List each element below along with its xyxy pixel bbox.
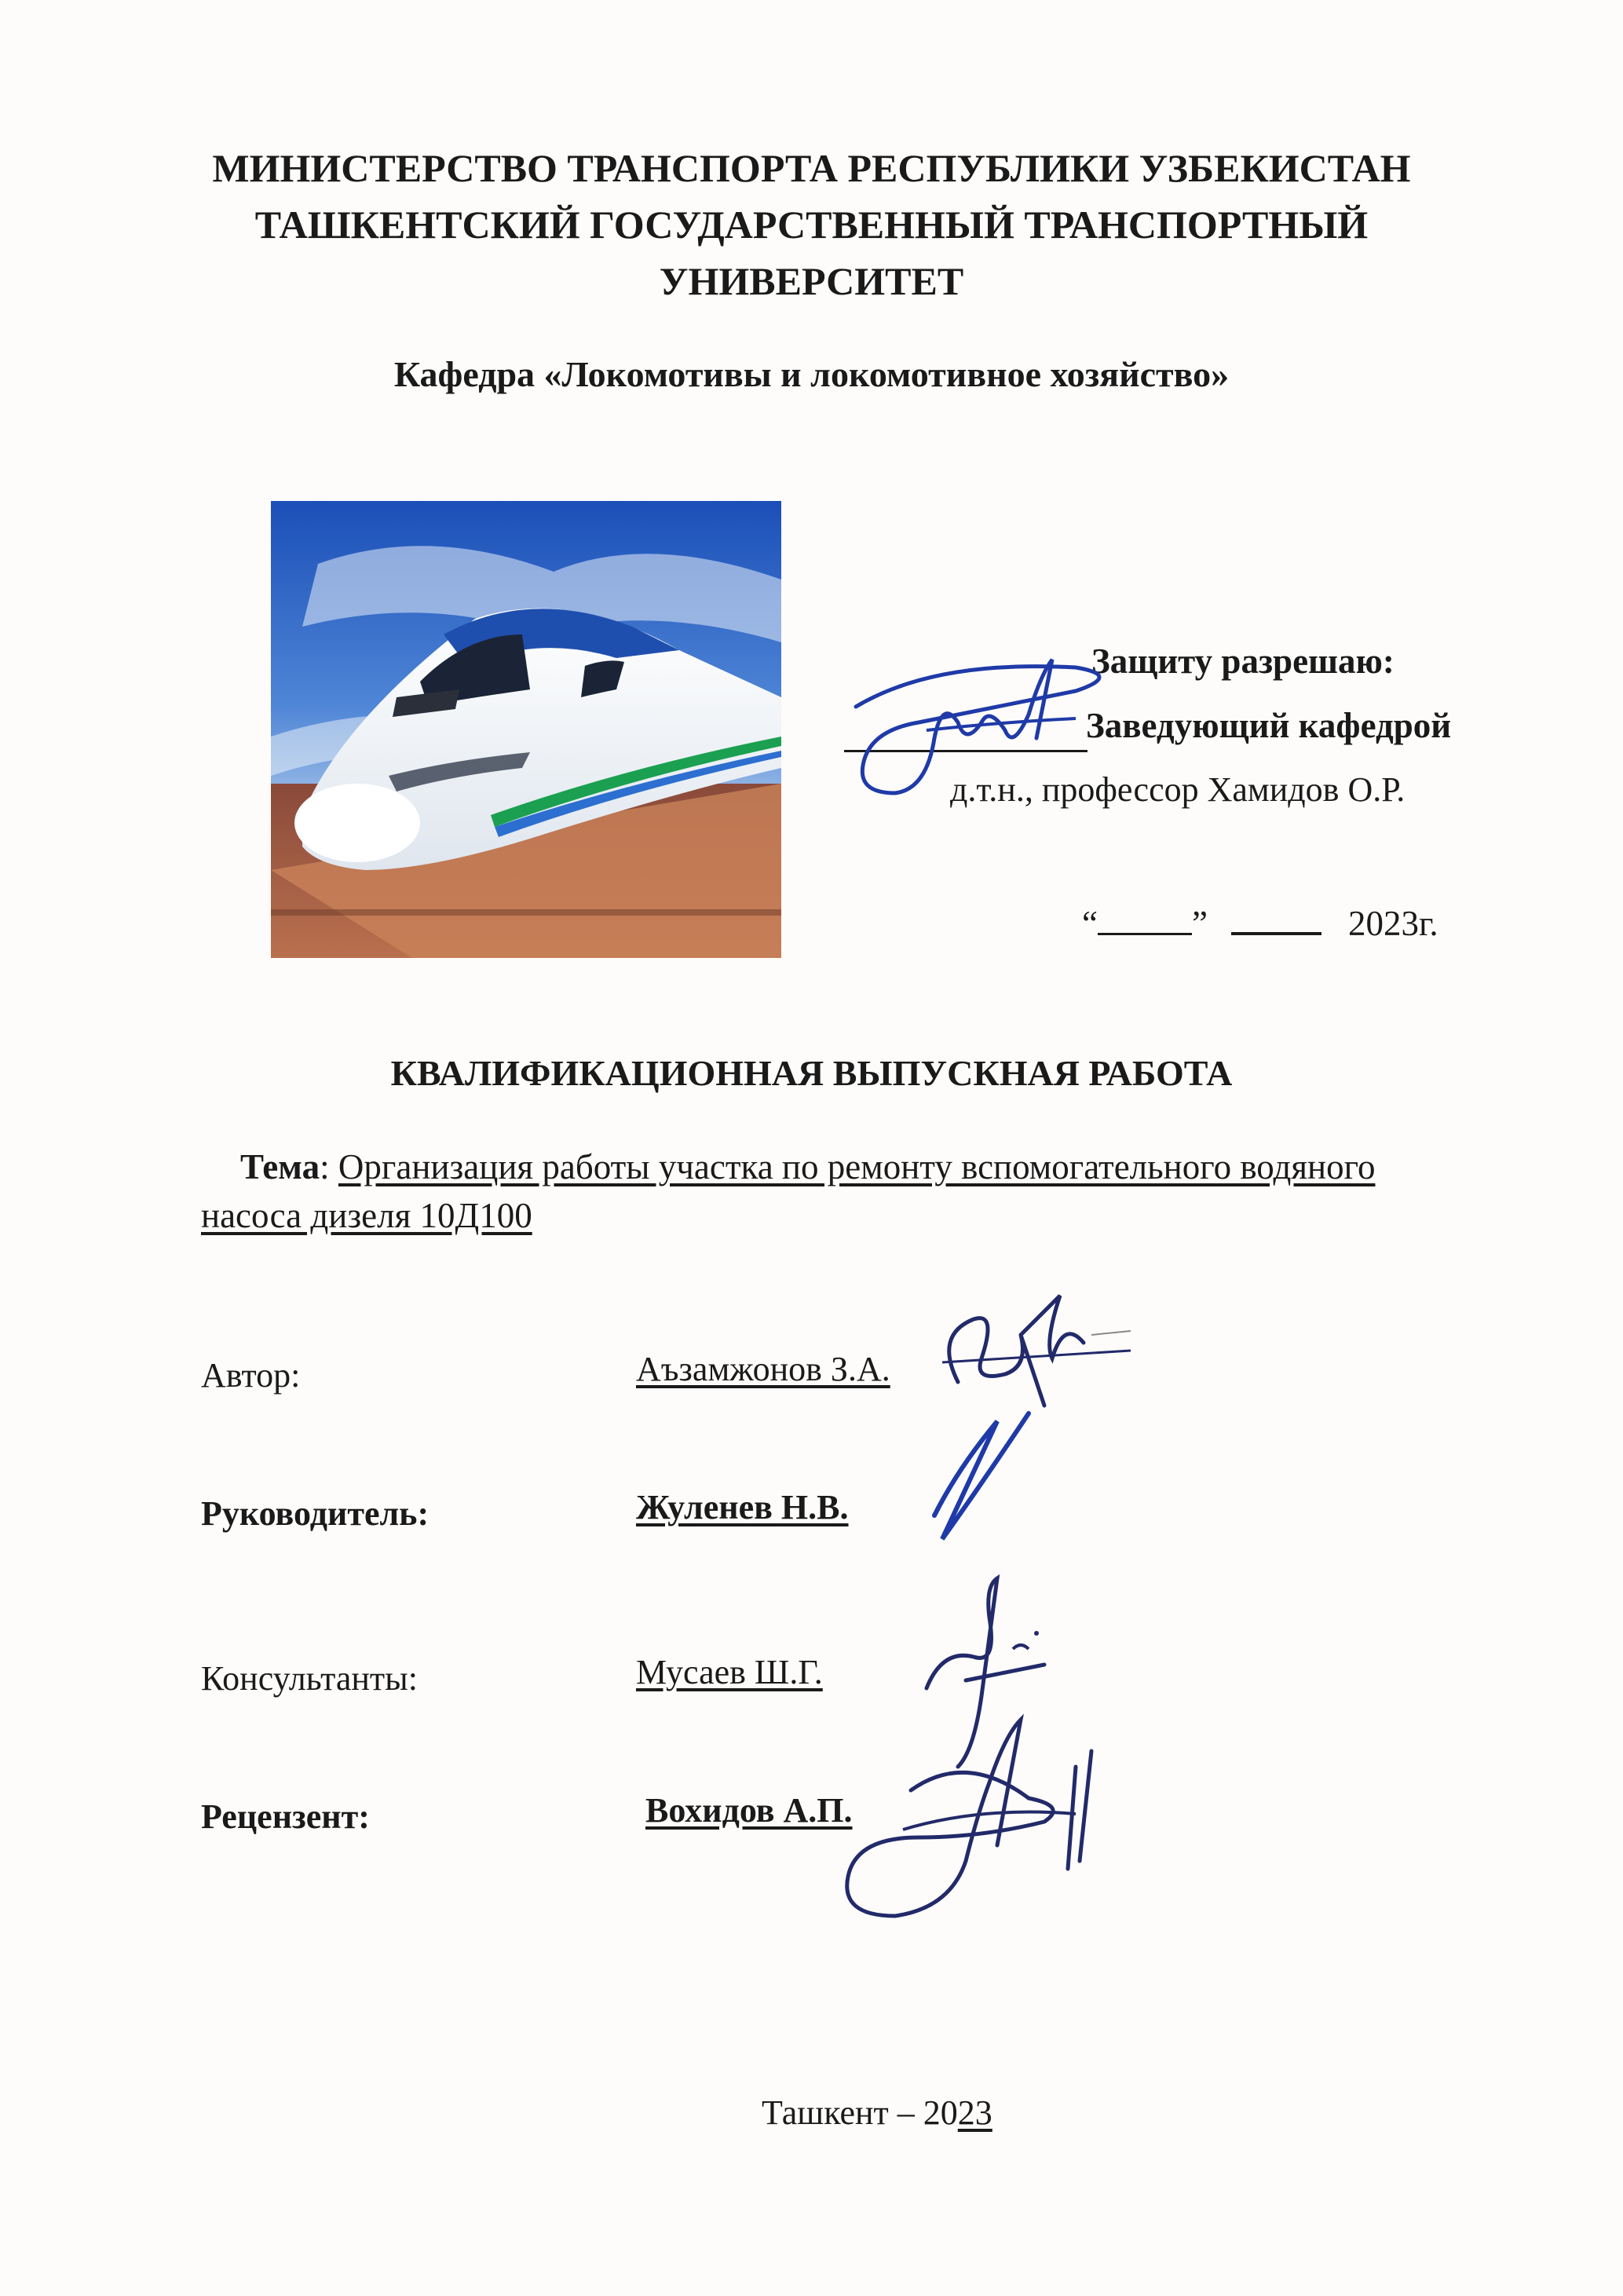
ministry-line-2: ТАШКЕНТСКИЙ ГОСУДАРСТВЕННЫЙ ТРАНСПОРТНЫЙ xyxy=(254,203,1369,247)
head-signature xyxy=(840,644,1123,801)
ministry-header xyxy=(0,140,1623,309)
approval-date xyxy=(1082,903,1438,944)
work-title: КВАЛИФИКАЦИОННАЯ ВЫПУСКНАЯ РАБОТА xyxy=(390,1053,1233,1093)
footer-city: Ташкент – 20 xyxy=(762,2093,958,2132)
supervisor-name: Жуленев Н.В. xyxy=(636,1488,849,1526)
approval-professor: д.т.н., профессор Хамидов О.Р. xyxy=(950,770,1406,809)
reviewer-signature xyxy=(809,1688,1115,1924)
train-photo xyxy=(271,501,781,958)
reviewer-label: Рецензент: xyxy=(201,1797,370,1836)
approval-title: Защиту разрешаю: xyxy=(1091,642,1395,681)
author-signature xyxy=(927,1288,1146,1413)
date-close-quote: ” xyxy=(1191,904,1208,943)
consultant-name: Мусаев Ш.Г. xyxy=(636,1653,823,1691)
date-open-quote: “ xyxy=(1082,904,1098,943)
author-label: Автор: xyxy=(201,1356,301,1395)
footer-city-year xyxy=(762,2093,992,2133)
department-title: Кафедра «Локомотивы и локомотивное хозяйство» xyxy=(393,354,1230,394)
topic xyxy=(201,1143,1449,1240)
date-month-blank xyxy=(1231,910,1321,935)
approval-head-of-department: Заведующий кафедрой xyxy=(1086,706,1452,745)
ministry-line-3: УНИВЕРСИТЕТ xyxy=(659,259,964,303)
author-name: Аъзамжонов З.А. xyxy=(636,1350,890,1388)
reviewer-name: Вохидов А.П. xyxy=(645,1791,853,1830)
topic-label: Тема xyxy=(240,1147,320,1186)
ministry-line-1: МИНИСТЕРСТВО ТРАНСПОРТА РЕСПУБЛИКИ УЗБЕКИСТАН xyxy=(212,146,1411,190)
topic-separator: : xyxy=(320,1147,338,1186)
footer-year-suffix: 23 xyxy=(957,2093,992,2132)
supervisor-label: Руководитель: xyxy=(201,1494,430,1533)
date-year: 2023г. xyxy=(1347,904,1438,943)
consultants-label: Консультанты: xyxy=(201,1659,418,1698)
supervisor-signature xyxy=(919,1398,1044,1555)
date-day-blank xyxy=(1098,911,1192,935)
topic-text: Организация работы участка по ремонту вспомогательного водяного насоса дизеля 10Д100 xyxy=(201,1147,1376,1235)
